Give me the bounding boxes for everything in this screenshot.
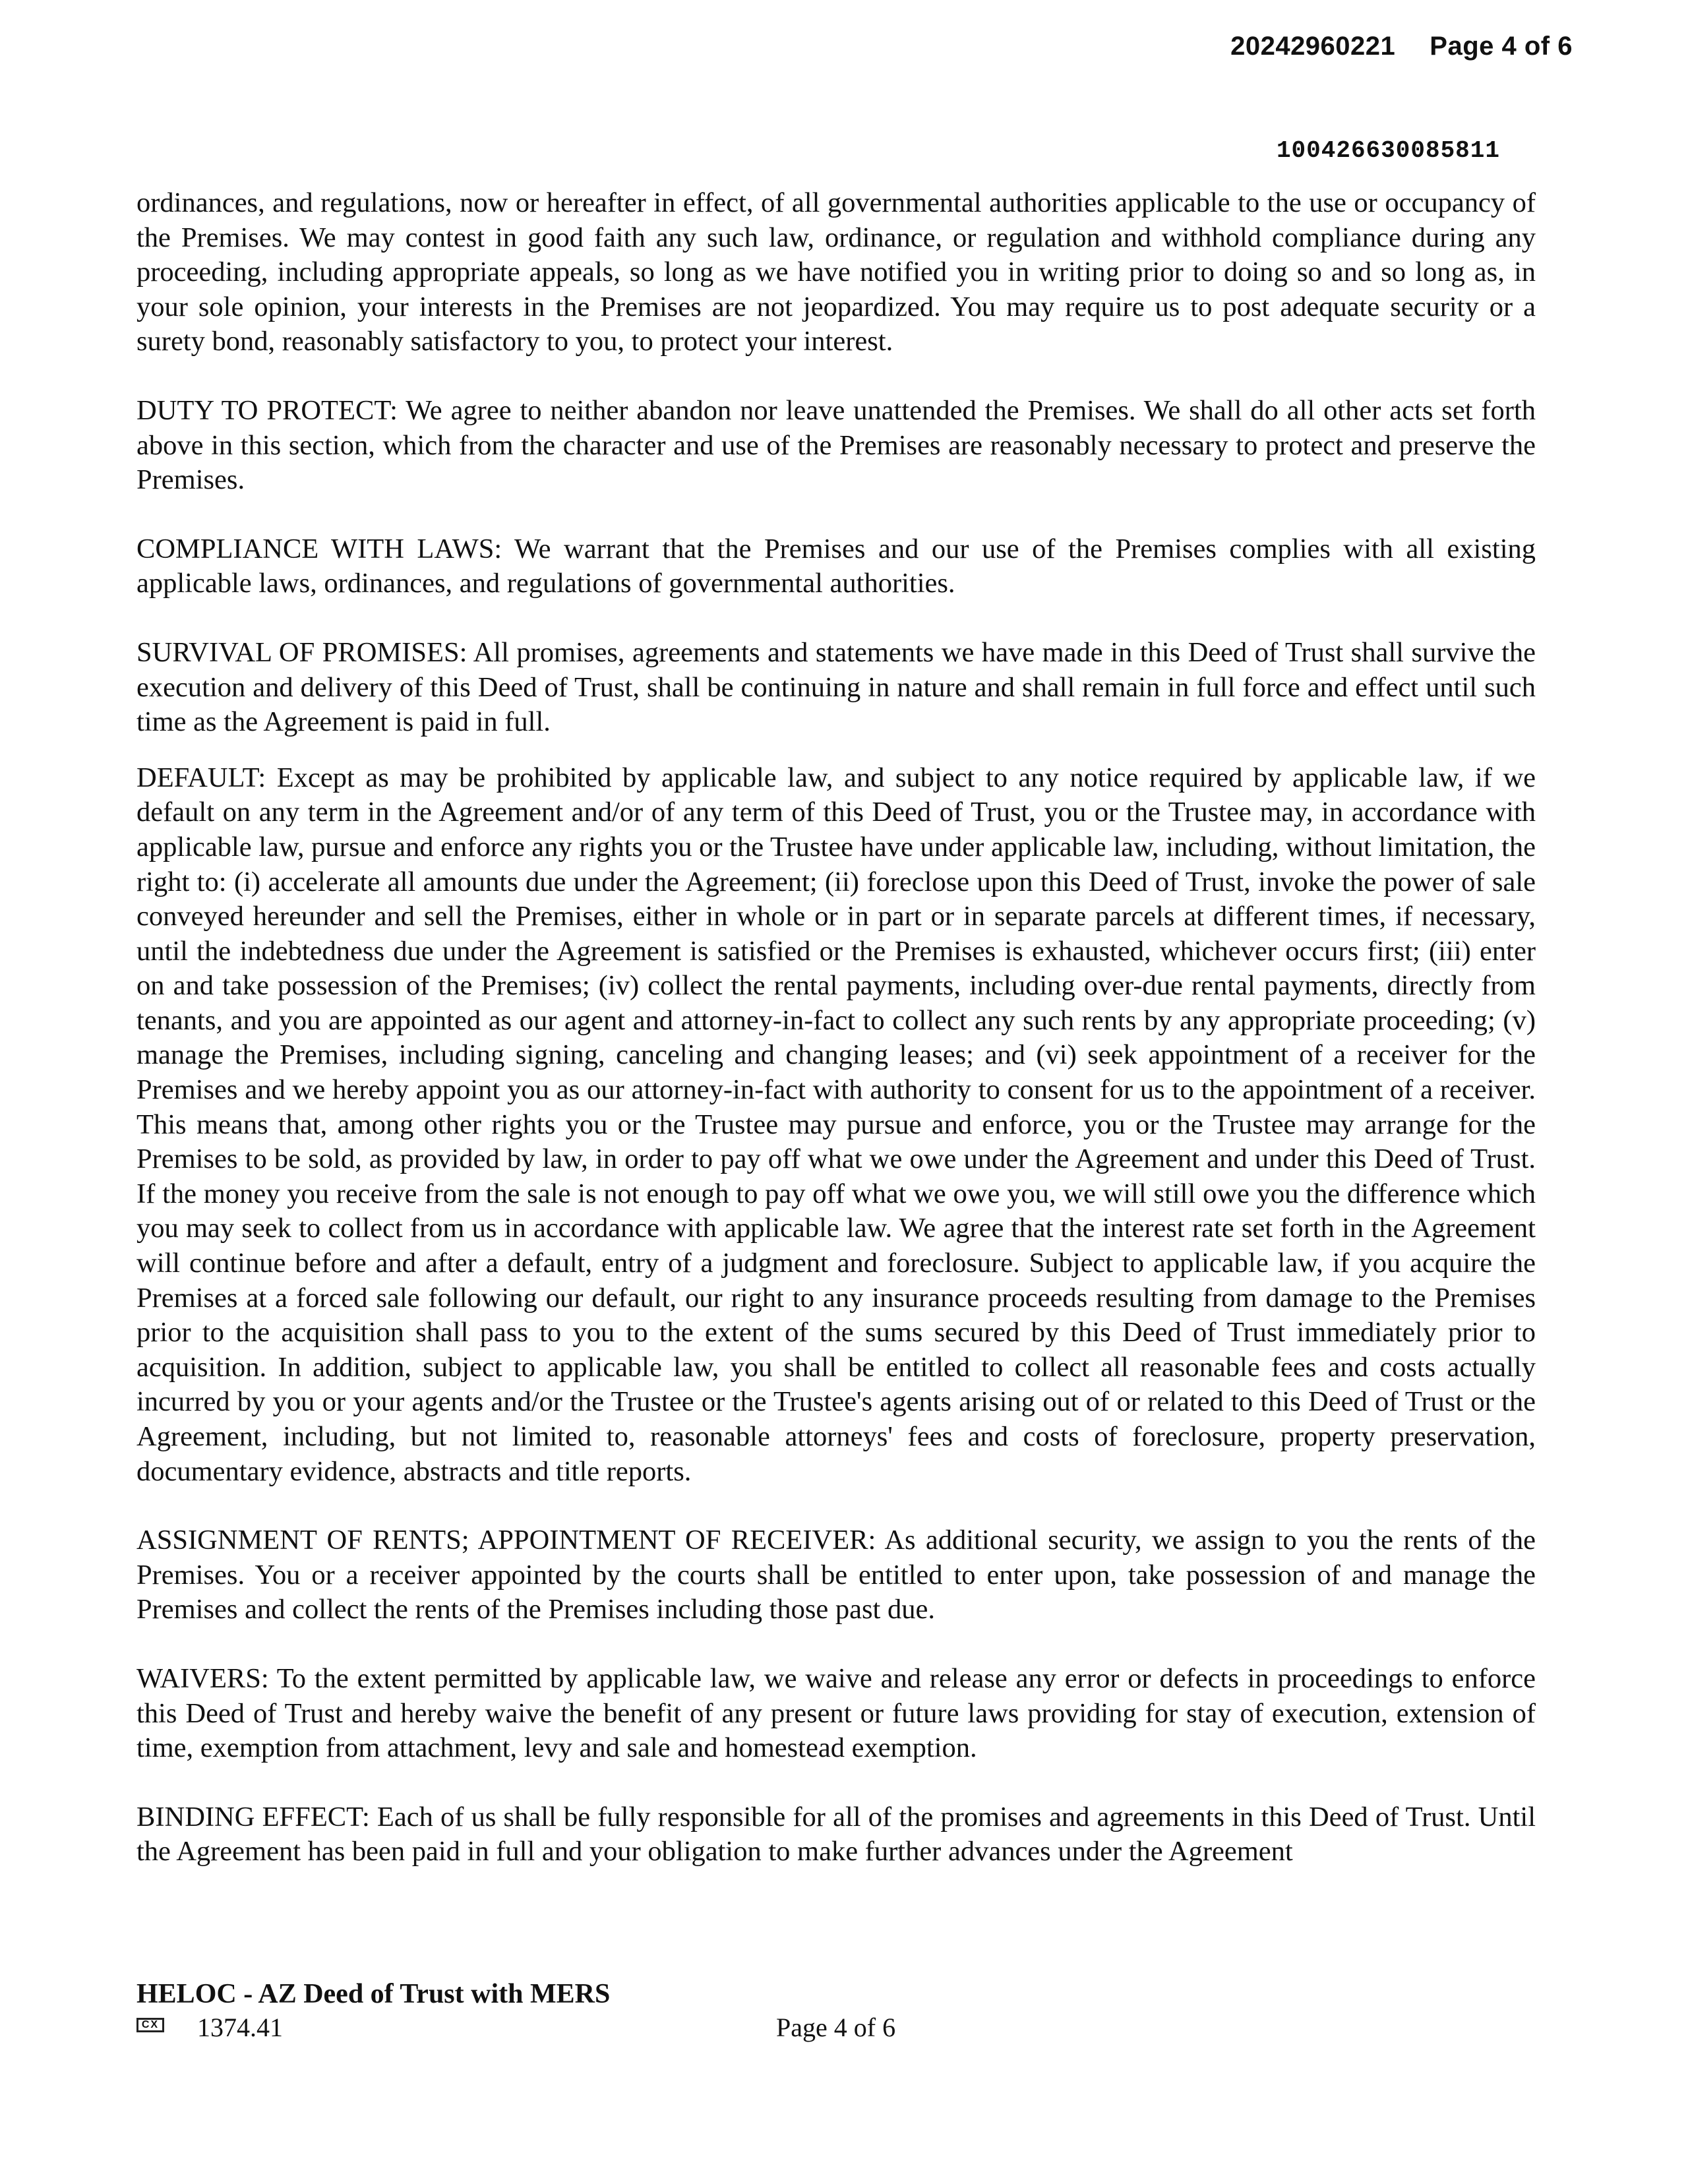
paragraph-survival-of-promises: SURVIVAL OF PROMISES: All promises, agreements and statements we have made in this Deed of Trust shall survive the execution and delivery of this Deed of Trust, shall be continuing in nature and shall remain in full force and effect until such time as the Agreement is paid in full. xyxy=(136,636,1536,738)
paragraph-ordinances: ordinances, and regulations, now or hereafter in effect, of all governmental authorities applicable to the use or occupancy of the Premises. We may contest in good faith any such law, ordinance, or regulation and withhold compliance during any proceeding, including appropriate appeals, so long as we have notified you in writing prior to doing so and so long as, in your sole opinion, your interests in the Premises are not jeopardized. You may require us to post adequate security or a surety bond, reasonably satisfactory to you, to protect your interest. xyxy=(136,187,1536,357)
paragraph-compliance-with-laws: COMPLIANCE WITH LAWS: We warrant that the Premises and our use of the Premises complies with all existing applicable laws, ordinances, and regulations of governmental authorities. xyxy=(136,533,1536,599)
paragraph-default: DEFAULT: Except as may be prohibited by applicable law, and subject to any notice required by applicable law, if we default on any term in the Agreement and/or of any term of this Deed of Trust, you or the Trustee may, in accordance with applicable law, pursue and enforce any rights you or the Trustee have under applicable law, including, without limitation, the right to: (i) accelerate all amounts due under the Agreement; (ii) foreclose upon this Deed of Trust, invoke the power of sale conveyed hereunder and sell the Premises, either in whole or in part or in separate parcels at different times, if necessary, until the indebtedness due under the Agreement is satisfied or the Premises is exhausted, whichever occurs first; (iii) enter on and take possession of the Premises; (iv) collect the rental payments, including over-due rental payments, directly from tenants, and you are appointed as our agent and attorney-in-fact to collect any such rents by any appropriate proceeding; (v) manage the Premises, including signing, canceling and changing leases; and (vi) seek appointment of a receiver for the Premises and we hereby appoint you as our attorney-in-fact with authority to consent for us to the appointment of a receiver. This means that, among other rights you or the Trustee may pursue and enforce, you or the Trustee may arrange for the Premises to be sold, as provided by law, in order to pay off what we owe under the Agreement and under this Deed of Trust. If the money you receive from the sale is not enough to pay off what we owe you, we will still owe you the difference which you may seek to collect from us in accordance with applicable law. We agree that the interest rate set forth in the Agreement will continue before and after a default, entry of a judgment and foreclosure. Subject to applicable law, if you acquire the Premises at a forced sale following our default, our right to any insurance proceeds resulting from damage to the Premises prior to the acquisition shall pass to you to the extent of the sums secured by this Deed of Trust immediately prior to acquisition. In addition, subject to applicable law, you shall be entitled to collect all reasonable fees and costs actually incurred by you or your agents and/or the Trustee or the Trustee's agents arising out of or related to this Deed of Trust or the Agreement, including, but not limited to, reasonable attorneys' fees and costs of foreclosure, property preservation, documentary evidence, abstracts and title reports. xyxy=(136,762,1536,1487)
document-id: 20242960221 xyxy=(1230,32,1396,61)
loan-number: 100426630085811 xyxy=(1276,137,1500,164)
form-number: 1374.41 xyxy=(197,2013,283,2042)
paragraph-binding-effect: BINDING EFFECT: Each of us shall be fully responsible for all of the promises and agreements in this Deed of Trust. Until the Agreement has been paid in full and your obligation to make further advances under the Agreement xyxy=(136,1801,1536,1867)
header-page-label: Page 4 of 6 xyxy=(1430,32,1573,61)
paragraph-duty-to-protect: DUTY TO PROTECT: We agree to neither abandon nor leave unattended the Premises. We shall do all other acts set forth above in this section, which from the character and use of the Premises are reasonably necessary to protect and preserve the Premises. xyxy=(136,394,1536,496)
document-header xyxy=(1230,32,1573,61)
footer-page-label: Page 4 of 6 xyxy=(776,2013,896,2042)
footer-form-title: HELOC - AZ Deed of Trust with MERS xyxy=(136,1979,611,2009)
paragraph-assignment-of-rents: ASSIGNMENT OF RENTS; APPOINTMENT OF RECEIVER: As additional security, we assign to you the rents of the Premises. You or a receiver appointed by the courts shall be entitled to enter upon, take possession of and manage the Premises and collect the rents of the Premises including those past due. xyxy=(136,1525,1536,1625)
document-body xyxy=(136,186,1536,1904)
paragraph-waivers: WAIVERS: To the extent permitted by applicable law, we waive and release any error or defects in proceedings to enforce this Deed of Trust and hereby waive the benefit of any present or future laws providing for stay of execution, extension of time, exemption from attachment, levy and sale and homestead exemption. xyxy=(136,1662,1536,1764)
cx-logo-icon: CX xyxy=(136,2018,164,2032)
